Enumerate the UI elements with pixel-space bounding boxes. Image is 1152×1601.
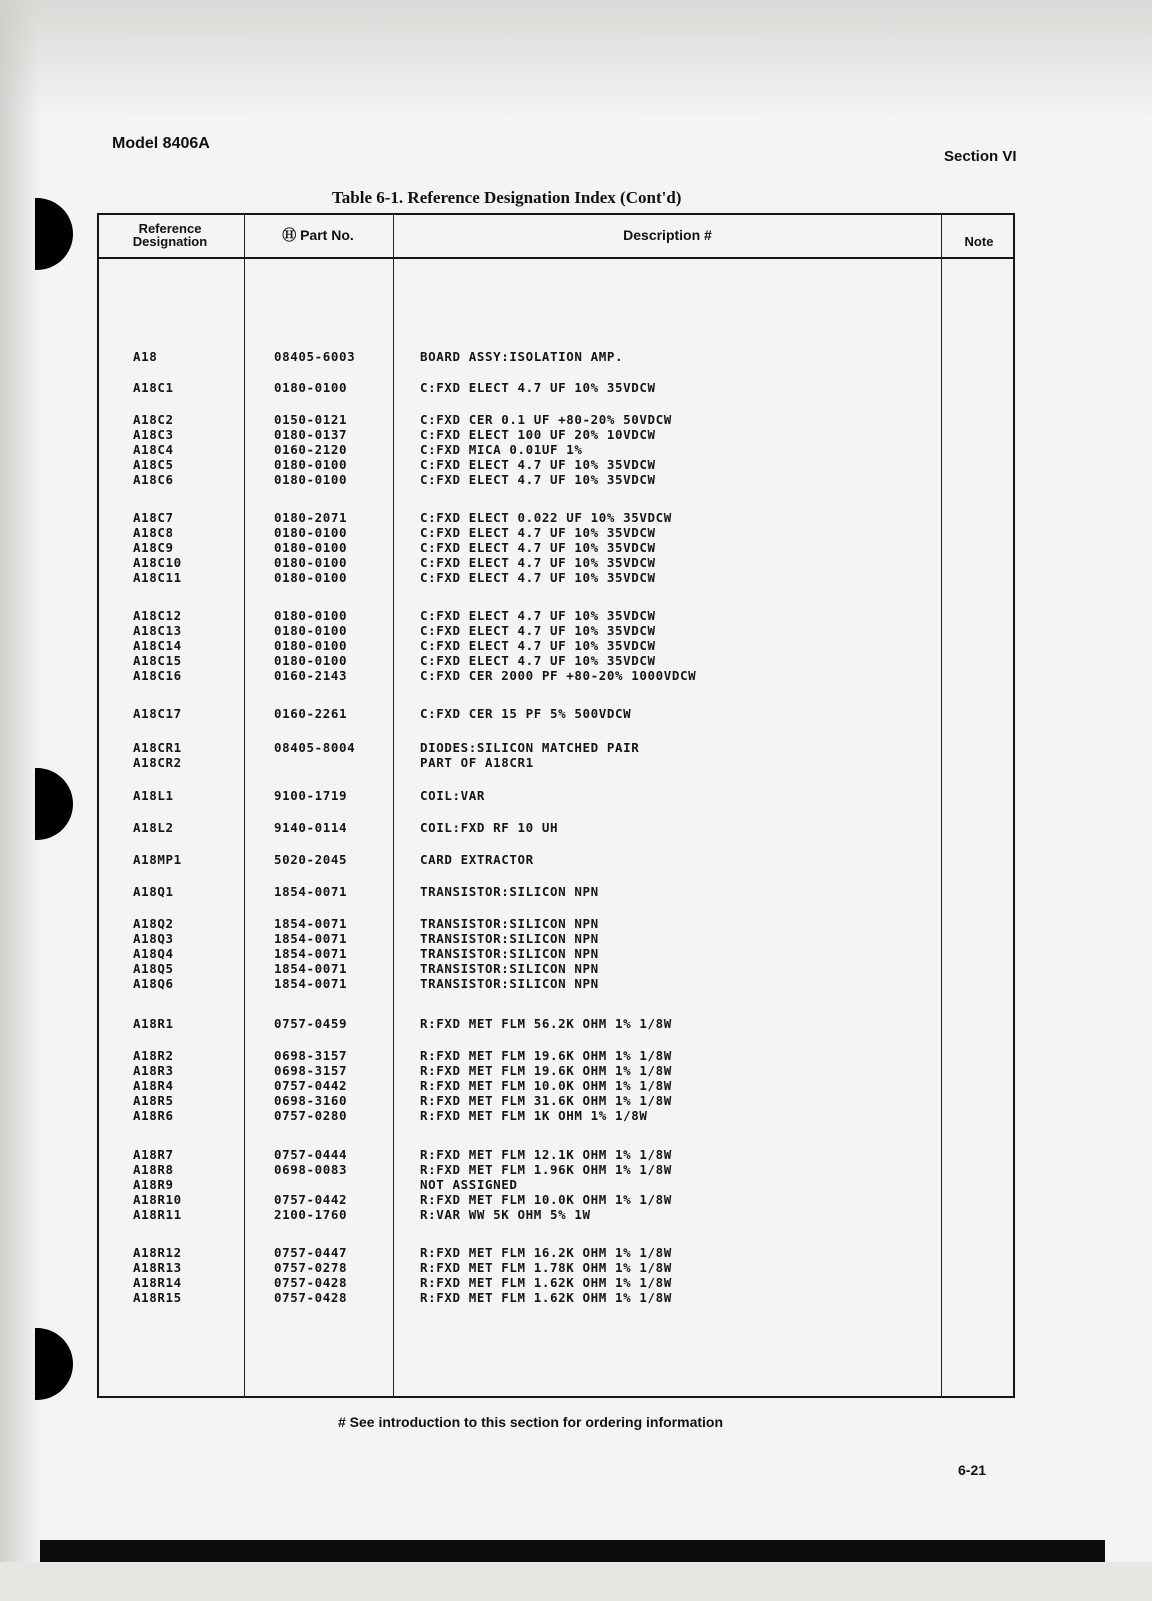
ref-designation: A18CR1 xyxy=(133,740,182,755)
table-row xyxy=(0,668,1152,683)
table-row xyxy=(0,570,1152,585)
part-description: R:FXD MET FLM 1.62K OHM 1% 1/8W xyxy=(420,1275,672,1290)
table-row xyxy=(0,1063,1152,1078)
ref-designation: A18R9 xyxy=(133,1177,174,1192)
table-row xyxy=(0,706,1152,721)
part-description: C:FXD CER 0.1 UF +80-20% 50VDCW xyxy=(420,412,672,427)
ref-designation: A18Q3 xyxy=(133,931,174,946)
part-number: 2100-1760 xyxy=(274,1207,348,1222)
ref-designation: A18MP1 xyxy=(133,852,182,867)
part-description: C:FXD MICA 0.01UF 1% xyxy=(420,442,583,457)
part-number: 1854-0071 xyxy=(274,946,348,961)
ref-designation: A18C14 xyxy=(133,638,182,653)
part-number: 0698-3157 xyxy=(274,1063,348,1078)
table-row xyxy=(0,472,1152,487)
part-number: 9100-1719 xyxy=(274,788,348,803)
ref-designation: A18R8 xyxy=(133,1162,174,1177)
table-row xyxy=(0,916,1152,931)
part-description: DIODES:SILICON MATCHED PAIR xyxy=(420,740,640,755)
ordering-footnote: # See introduction to this section for ordering information xyxy=(338,1414,724,1430)
part-description: R:FXD MET FLM 1.62K OHM 1% 1/8W xyxy=(420,1290,672,1305)
part-description: C:FXD ELECT 4.7 UF 10% 35VDCW xyxy=(420,570,656,585)
part-number: 1854-0071 xyxy=(274,931,348,946)
table-row xyxy=(0,653,1152,668)
ref-designation: A18 xyxy=(133,349,158,364)
table-row xyxy=(0,1162,1152,1177)
part-description: TRANSISTOR:SILICON NPN xyxy=(420,961,599,976)
ref-designation: A18R7 xyxy=(133,1147,174,1162)
part-number: 0757-0428 xyxy=(274,1275,348,1290)
part-description: R:FXD MET FLM 16.2K OHM 1% 1/8W xyxy=(420,1245,672,1260)
part-number: 1854-0071 xyxy=(274,884,348,899)
column-header-part-no: Ⓗ Part No. xyxy=(282,227,354,243)
part-description: R:FXD MET FLM 12.1K OHM 1% 1/8W xyxy=(420,1147,672,1162)
page-number: 6-21 xyxy=(958,1462,987,1478)
ref-designation: A18CR2 xyxy=(133,755,182,770)
part-number: 0180-0100 xyxy=(274,623,348,638)
part-description: R:FXD MET FLM 1.78K OHM 1% 1/8W xyxy=(420,1260,672,1275)
table-row xyxy=(0,1245,1152,1260)
part-description: C:FXD ELECT 4.7 UF 10% 35VDCW xyxy=(420,457,656,472)
part-number: 08405-6003 xyxy=(274,349,356,364)
part-number: 0180-0100 xyxy=(274,472,348,487)
ref-designation: A18C2 xyxy=(133,412,174,427)
scan-shadow-bottom xyxy=(40,1540,1105,1562)
part-description: TRANSISTOR:SILICON NPN xyxy=(420,916,599,931)
table-row xyxy=(0,555,1152,570)
table-row xyxy=(0,740,1152,755)
part-description: CARD EXTRACTOR xyxy=(420,852,534,867)
table-row xyxy=(0,1078,1152,1093)
part-number: 0180-2071 xyxy=(274,510,348,525)
table-row xyxy=(0,946,1152,961)
part-description: C:FXD ELECT 4.7 UF 10% 35VDCW xyxy=(420,525,656,540)
ref-designation: A18R4 xyxy=(133,1078,174,1093)
part-description: BOARD ASSY:ISOLATION AMP. xyxy=(420,349,624,364)
part-description: TRANSISTOR:SILICON NPN xyxy=(420,976,599,991)
ref-designation: A18Q2 xyxy=(133,916,174,931)
part-number: 0698-3157 xyxy=(274,1048,348,1063)
ref-designation: A18Q1 xyxy=(133,884,174,899)
part-description: TRANSISTOR:SILICON NPN xyxy=(420,884,599,899)
part-description: NOT ASSIGNED xyxy=(420,1177,518,1192)
ref-designation: A18L2 xyxy=(133,820,174,835)
section-header: Section VI xyxy=(944,148,1017,165)
part-number: 08405-8004 xyxy=(274,740,356,755)
table-row xyxy=(0,931,1152,946)
ref-designation: A18R15 xyxy=(133,1290,182,1305)
table-row xyxy=(0,380,1152,395)
table-row xyxy=(0,1192,1152,1207)
ref-designation: A18C10 xyxy=(133,555,182,570)
ref-designation: A18C15 xyxy=(133,653,182,668)
part-number: 0757-0447 xyxy=(274,1245,348,1260)
part-description: C:FXD ELECT 4.7 UF 10% 35VDCW xyxy=(420,623,656,638)
part-number: 0180-0100 xyxy=(274,570,348,585)
table-row xyxy=(0,1177,1152,1192)
part-number: 0757-0428 xyxy=(274,1290,348,1305)
part-number: 0698-0083 xyxy=(274,1162,348,1177)
ref-designation: A18R6 xyxy=(133,1108,174,1123)
table-row xyxy=(0,349,1152,364)
ref-designation: A18R14 xyxy=(133,1275,182,1290)
table-row xyxy=(0,510,1152,525)
part-description: C:FXD ELECT 4.7 UF 10% 35VDCW xyxy=(420,638,656,653)
part-number: 0180-0137 xyxy=(274,427,348,442)
part-description: C:FXD ELECT 4.7 UF 10% 35VDCW xyxy=(420,380,656,395)
ref-designation: A18C9 xyxy=(133,540,174,555)
ref-designation: A18C6 xyxy=(133,472,174,487)
part-number: 0757-0442 xyxy=(274,1192,348,1207)
ref-designation: A18C16 xyxy=(133,668,182,683)
part-description: R:FXD MET FLM 19.6K OHM 1% 1/8W xyxy=(420,1048,672,1063)
part-number: 0698-3160 xyxy=(274,1093,348,1108)
part-number: 0180-0100 xyxy=(274,457,348,472)
part-number: 1854-0071 xyxy=(274,961,348,976)
table-row xyxy=(0,1290,1152,1305)
table-row xyxy=(0,525,1152,540)
table-row xyxy=(0,788,1152,803)
table-row xyxy=(0,623,1152,638)
part-number: 0180-0100 xyxy=(274,555,348,570)
ref-designation: A18C11 xyxy=(133,570,182,585)
ref-designation: A18C12 xyxy=(133,608,182,623)
part-number: 1854-0071 xyxy=(274,916,348,931)
table-row xyxy=(0,1108,1152,1123)
part-number: 0180-0100 xyxy=(274,540,348,555)
table-row xyxy=(0,442,1152,457)
column-header-reference: Reference Designation xyxy=(132,221,208,249)
part-number: 0757-0444 xyxy=(274,1147,348,1162)
part-number: 0180-0100 xyxy=(274,653,348,668)
ref-designation: A18C5 xyxy=(133,457,174,472)
part-description: TRANSISTOR:SILICON NPN xyxy=(420,931,599,946)
ref-designation: A18R13 xyxy=(133,1260,182,1275)
part-description: C:FXD ELECT 4.7 UF 10% 35VDCW xyxy=(420,608,656,623)
ref-designation: A18R1 xyxy=(133,1016,174,1031)
part-description: R:FXD MET FLM 56.2K OHM 1% 1/8W xyxy=(420,1016,672,1031)
ref-designation: A18Q4 xyxy=(133,946,174,961)
table-row xyxy=(0,1275,1152,1290)
part-description: C:FXD ELECT 4.7 UF 10% 35VDCW xyxy=(420,653,656,668)
part-number: 0757-0280 xyxy=(274,1108,348,1123)
part-description: C:FXD CER 2000 PF +80-20% 1000VDCW xyxy=(420,668,697,683)
table-row xyxy=(0,1016,1152,1031)
header-rule xyxy=(97,257,1015,259)
table-row xyxy=(0,1207,1152,1222)
part-number: 0757-0442 xyxy=(274,1078,348,1093)
scan-margin-bottom xyxy=(0,1562,1152,1601)
part-number: 0160-2261 xyxy=(274,706,348,721)
ref-designation: A18Q5 xyxy=(133,961,174,976)
part-description: COIL:VAR xyxy=(420,788,486,803)
table-row xyxy=(0,638,1152,653)
part-number: 0160-2143 xyxy=(274,668,348,683)
ref-designation: A18R12 xyxy=(133,1245,182,1260)
part-description: C:FXD ELECT 0.022 UF 10% 35VDCW xyxy=(420,510,672,525)
part-description: C:FXD ELECT 100 UF 20% 10VDCW xyxy=(420,427,656,442)
part-number: 0757-0278 xyxy=(274,1260,348,1275)
table-row xyxy=(0,1048,1152,1063)
table-row xyxy=(0,976,1152,991)
binder-hole-bottom xyxy=(35,1328,73,1400)
ref-designation: A18R11 xyxy=(133,1207,182,1222)
table-row xyxy=(0,884,1152,899)
binder-hole-top xyxy=(35,198,73,270)
table-row xyxy=(0,1147,1152,1162)
part-number: 0757-0459 xyxy=(274,1016,348,1031)
part-number: 0160-2120 xyxy=(274,442,348,457)
table-row xyxy=(0,820,1152,835)
part-number: 0180-0100 xyxy=(274,525,348,540)
ref-designation: A18C8 xyxy=(133,525,174,540)
part-description: R:FXD MET FLM 10.0K OHM 1% 1/8W xyxy=(420,1078,672,1093)
part-description: C:FXD ELECT 4.7 UF 10% 35VDCW xyxy=(420,555,656,570)
part-description: C:FXD ELECT 4.7 UF 10% 35VDCW xyxy=(420,540,656,555)
table-row xyxy=(0,755,1152,770)
part-number: 0180-0100 xyxy=(274,380,348,395)
table-row xyxy=(0,1093,1152,1108)
part-number: 0180-0100 xyxy=(274,638,348,653)
ref-designation: A18R5 xyxy=(133,1093,174,1108)
ref-designation: A18C17 xyxy=(133,706,182,721)
scan-shading-top xyxy=(0,0,1152,120)
ref-designation: A18C3 xyxy=(133,427,174,442)
table-row xyxy=(0,1260,1152,1275)
part-description: PART OF A18CR1 xyxy=(420,755,534,770)
part-description: C:FXD CER 15 PF 5% 500VDCW xyxy=(420,706,632,721)
model-header: Model 8406A xyxy=(112,135,210,152)
ref-designation: A18C13 xyxy=(133,623,182,638)
ref-designation: A18C7 xyxy=(133,510,174,525)
part-description: R:FXD MET FLM 31.6K OHM 1% 1/8W xyxy=(420,1093,672,1108)
table-row xyxy=(0,608,1152,623)
part-description: TRANSISTOR:SILICON NPN xyxy=(420,946,599,961)
part-number: 9140-0114 xyxy=(274,820,348,835)
table-row xyxy=(0,540,1152,555)
ref-designation: A18R2 xyxy=(133,1048,174,1063)
part-description: R:FXD MET FLM 1K OHM 1% 1/8W xyxy=(420,1108,648,1123)
ref-designation: A18C4 xyxy=(133,442,174,457)
column-header-description: Description # xyxy=(623,227,712,243)
part-description: R:FXD MET FLM 10.0K OHM 1% 1/8W xyxy=(420,1192,672,1207)
table-row xyxy=(0,961,1152,976)
table-row xyxy=(0,412,1152,427)
part-number: 0150-0121 xyxy=(274,412,348,427)
part-number: 0180-0100 xyxy=(274,608,348,623)
column-header-note: Note xyxy=(964,234,994,249)
part-number: 5020-2045 xyxy=(274,852,348,867)
ref-designation: A18R3 xyxy=(133,1063,174,1078)
ref-designation: A18C1 xyxy=(133,380,174,395)
table-row xyxy=(0,852,1152,867)
ref-designation: A18Q6 xyxy=(133,976,174,991)
part-description: R:FXD MET FLM 1.96K OHM 1% 1/8W xyxy=(420,1162,672,1177)
part-number: 1854-0071 xyxy=(274,976,348,991)
ref-designation: A18L1 xyxy=(133,788,174,803)
ref-designation: A18R10 xyxy=(133,1192,182,1207)
part-description: R:FXD MET FLM 19.6K OHM 1% 1/8W xyxy=(420,1063,672,1078)
table-row xyxy=(0,427,1152,442)
table-row xyxy=(0,457,1152,472)
part-description: C:FXD ELECT 4.7 UF 10% 35VDCW xyxy=(420,472,656,487)
table-caption: Table 6-1. Reference Designation Index (Cont'd) xyxy=(332,188,682,207)
part-description: COIL:FXD RF 10 UH xyxy=(420,820,559,835)
part-description: R:VAR WW 5K OHM 5% 1W xyxy=(420,1207,591,1222)
